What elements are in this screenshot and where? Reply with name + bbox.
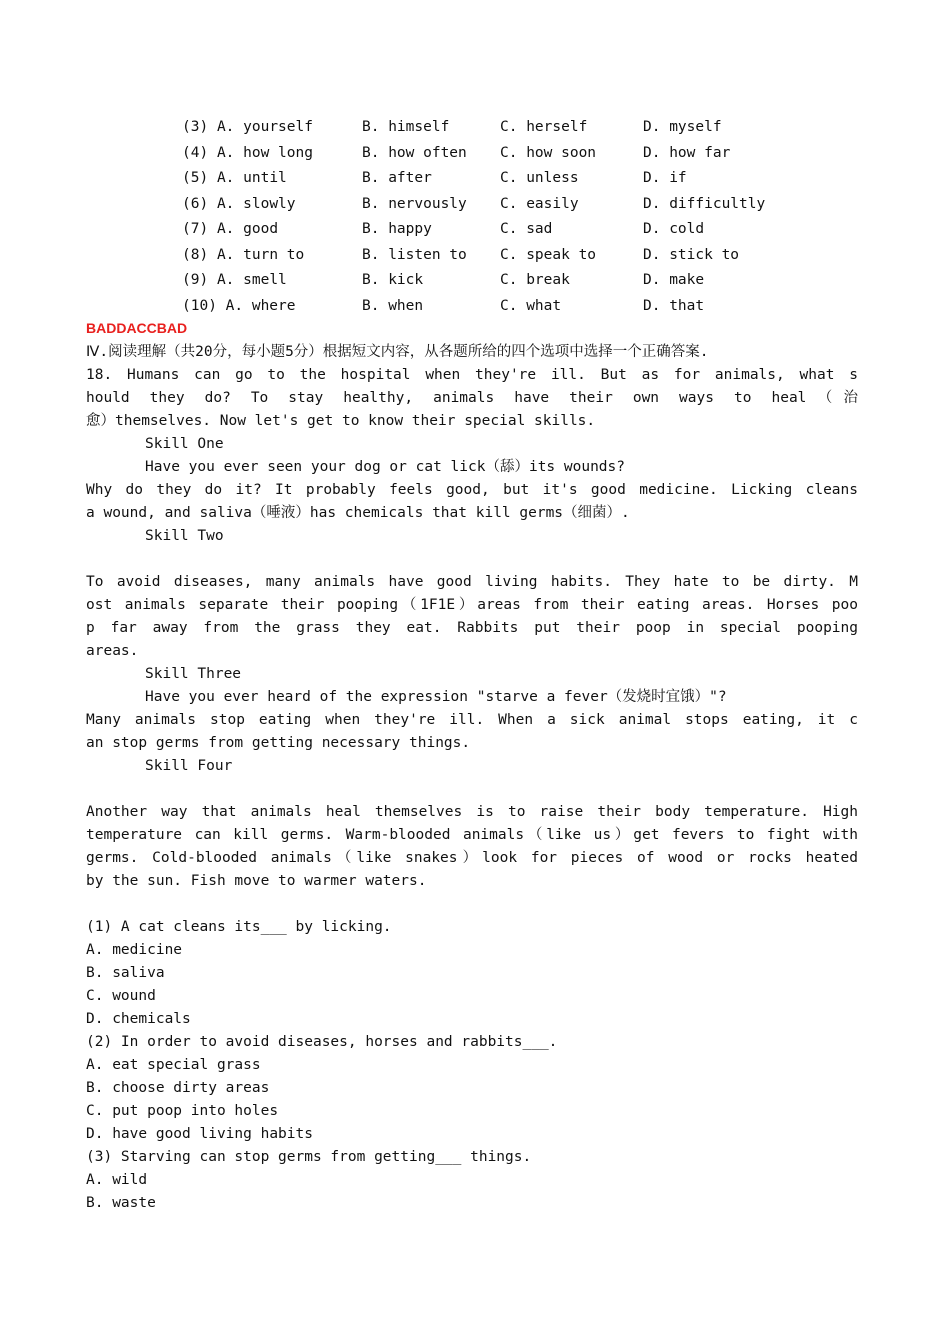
passage-line: Another way that animals heal themselves is to raise their body temperature. High bbox=[86, 804, 858, 820]
option-a: (9) A. smell bbox=[182, 272, 287, 288]
option-c: C. how soon bbox=[500, 144, 597, 161]
skill-heading: Skill Two bbox=[145, 528, 224, 544]
option-d: D. myself bbox=[643, 119, 722, 135]
option-c: C. sad bbox=[500, 221, 553, 237]
option-b: B. nervously bbox=[362, 195, 467, 212]
skill-heading: Skill Three bbox=[145, 666, 242, 682]
option-a: (4) A. how long bbox=[182, 144, 313, 161]
answer-key: BADDACCBAD bbox=[86, 320, 188, 336]
question-stem: (1) A cat cleans its___ by licking. bbox=[86, 919, 392, 935]
skill-heading: Skill One bbox=[145, 436, 224, 452]
option-d: D. if bbox=[643, 170, 687, 186]
question-stem: (2) In order to avoid diseases, horses and rabbits___. bbox=[86, 1034, 558, 1050]
option-c: C. herself bbox=[500, 119, 588, 135]
passage-line: Have you ever heard of the expression "starve a fever（发烧时宜饿）"? bbox=[145, 689, 727, 705]
option-b: B. happy bbox=[362, 221, 432, 237]
option-a: (6) A. slowly bbox=[182, 195, 296, 212]
option-b: B. how often bbox=[362, 144, 467, 161]
question-choice: C. put poop into holes bbox=[86, 1103, 279, 1119]
passage-line: Many animals stop eating when they're ill. When a sick animal stops eating, it c bbox=[86, 712, 858, 728]
option-a: (7) A. good bbox=[182, 221, 279, 237]
passage-line: ost animals separate their pooping（1F1E）areas from their eating areas. Horses poo bbox=[86, 597, 858, 613]
option-b: B. after bbox=[362, 170, 432, 186]
option-d: D. how far bbox=[643, 144, 731, 161]
option-d: D. stick to bbox=[643, 246, 740, 263]
question-choice: C. wound bbox=[86, 988, 156, 1004]
option-a: (5) A. until bbox=[182, 170, 287, 186]
option-d: D. make bbox=[643, 272, 705, 288]
passage-line: an stop germs from getting necessary things. bbox=[86, 735, 471, 751]
question-choice: A. medicine bbox=[86, 942, 183, 958]
option-a: (8) A. turn to bbox=[182, 246, 305, 263]
option-b: B. when bbox=[362, 297, 424, 314]
passage-line: p far away from the grass they eat. Rabbits put their poop in special pooping bbox=[86, 620, 858, 636]
option-c: C. easily bbox=[500, 195, 579, 212]
option-a: (10) A. where bbox=[182, 297, 296, 314]
passage-line: a wound, and saliva（唾液）has chemicals that kill germs（细菌）. bbox=[86, 505, 630, 521]
passage-line: areas. bbox=[86, 643, 139, 659]
option-c: C. speak to bbox=[500, 246, 597, 263]
option-d: D. cold bbox=[643, 221, 705, 237]
passage-line: Why do they do it? It probably feels good, but it's good medicine. Licking cleans bbox=[86, 482, 858, 498]
passage-line: hould they do? To stay healthy, animals have their own ways to heal（治 bbox=[86, 390, 858, 406]
passage-line: To avoid diseases, many animals have good living habits. They hate to be dirty. M bbox=[86, 574, 858, 590]
question-choice: A. eat special grass bbox=[86, 1057, 261, 1073]
passage-line: Have you ever seen your dog or cat lick（舔）its wounds? bbox=[145, 459, 625, 475]
option-c: C. what bbox=[500, 297, 562, 314]
passage-line: 18. Humans can go to the hospital when they're ill. But as for animals, what s bbox=[86, 367, 858, 383]
question-choice: D. have good living habits bbox=[86, 1126, 313, 1142]
passage-line: 愈）themselves. Now let's get to know their special skills. bbox=[86, 413, 596, 429]
question-choice: B. choose dirty areas bbox=[86, 1080, 270, 1096]
option-b: B. listen to bbox=[362, 246, 467, 263]
question-choice: A. wild bbox=[86, 1172, 148, 1188]
option-d: D. that bbox=[643, 297, 705, 314]
skill-heading: Skill Four bbox=[145, 758, 233, 774]
option-b: B. kick bbox=[362, 272, 424, 288]
passage-line: temperature can kill germs. Warm-blooded animals（like us）get fevers to fight with bbox=[86, 827, 858, 843]
passage-line: germs. Cold-blooded animals（like snakes）look for pieces of wood or rocks heated bbox=[86, 850, 858, 866]
question-choice: B. saliva bbox=[86, 965, 165, 981]
question-stem: (3) Starving can stop germs from getting___ things. bbox=[86, 1149, 532, 1165]
option-c: C. unless bbox=[500, 170, 579, 186]
option-c: C. break bbox=[500, 272, 570, 288]
question-choice: B. waste bbox=[86, 1195, 156, 1211]
passage-line: by the sun. Fish move to warmer waters. bbox=[86, 873, 427, 889]
option-a: (3) A. yourself bbox=[182, 119, 313, 135]
option-d: D. difficultly bbox=[643, 195, 766, 212]
section-heading: Ⅳ.阅读理解（共20分，每小题5分）根据短文内容，从各题所给的四个选项中选择一个正确答案. bbox=[86, 344, 709, 360]
option-b: B. himself bbox=[362, 119, 450, 135]
question-choice: D. chemicals bbox=[86, 1011, 191, 1027]
